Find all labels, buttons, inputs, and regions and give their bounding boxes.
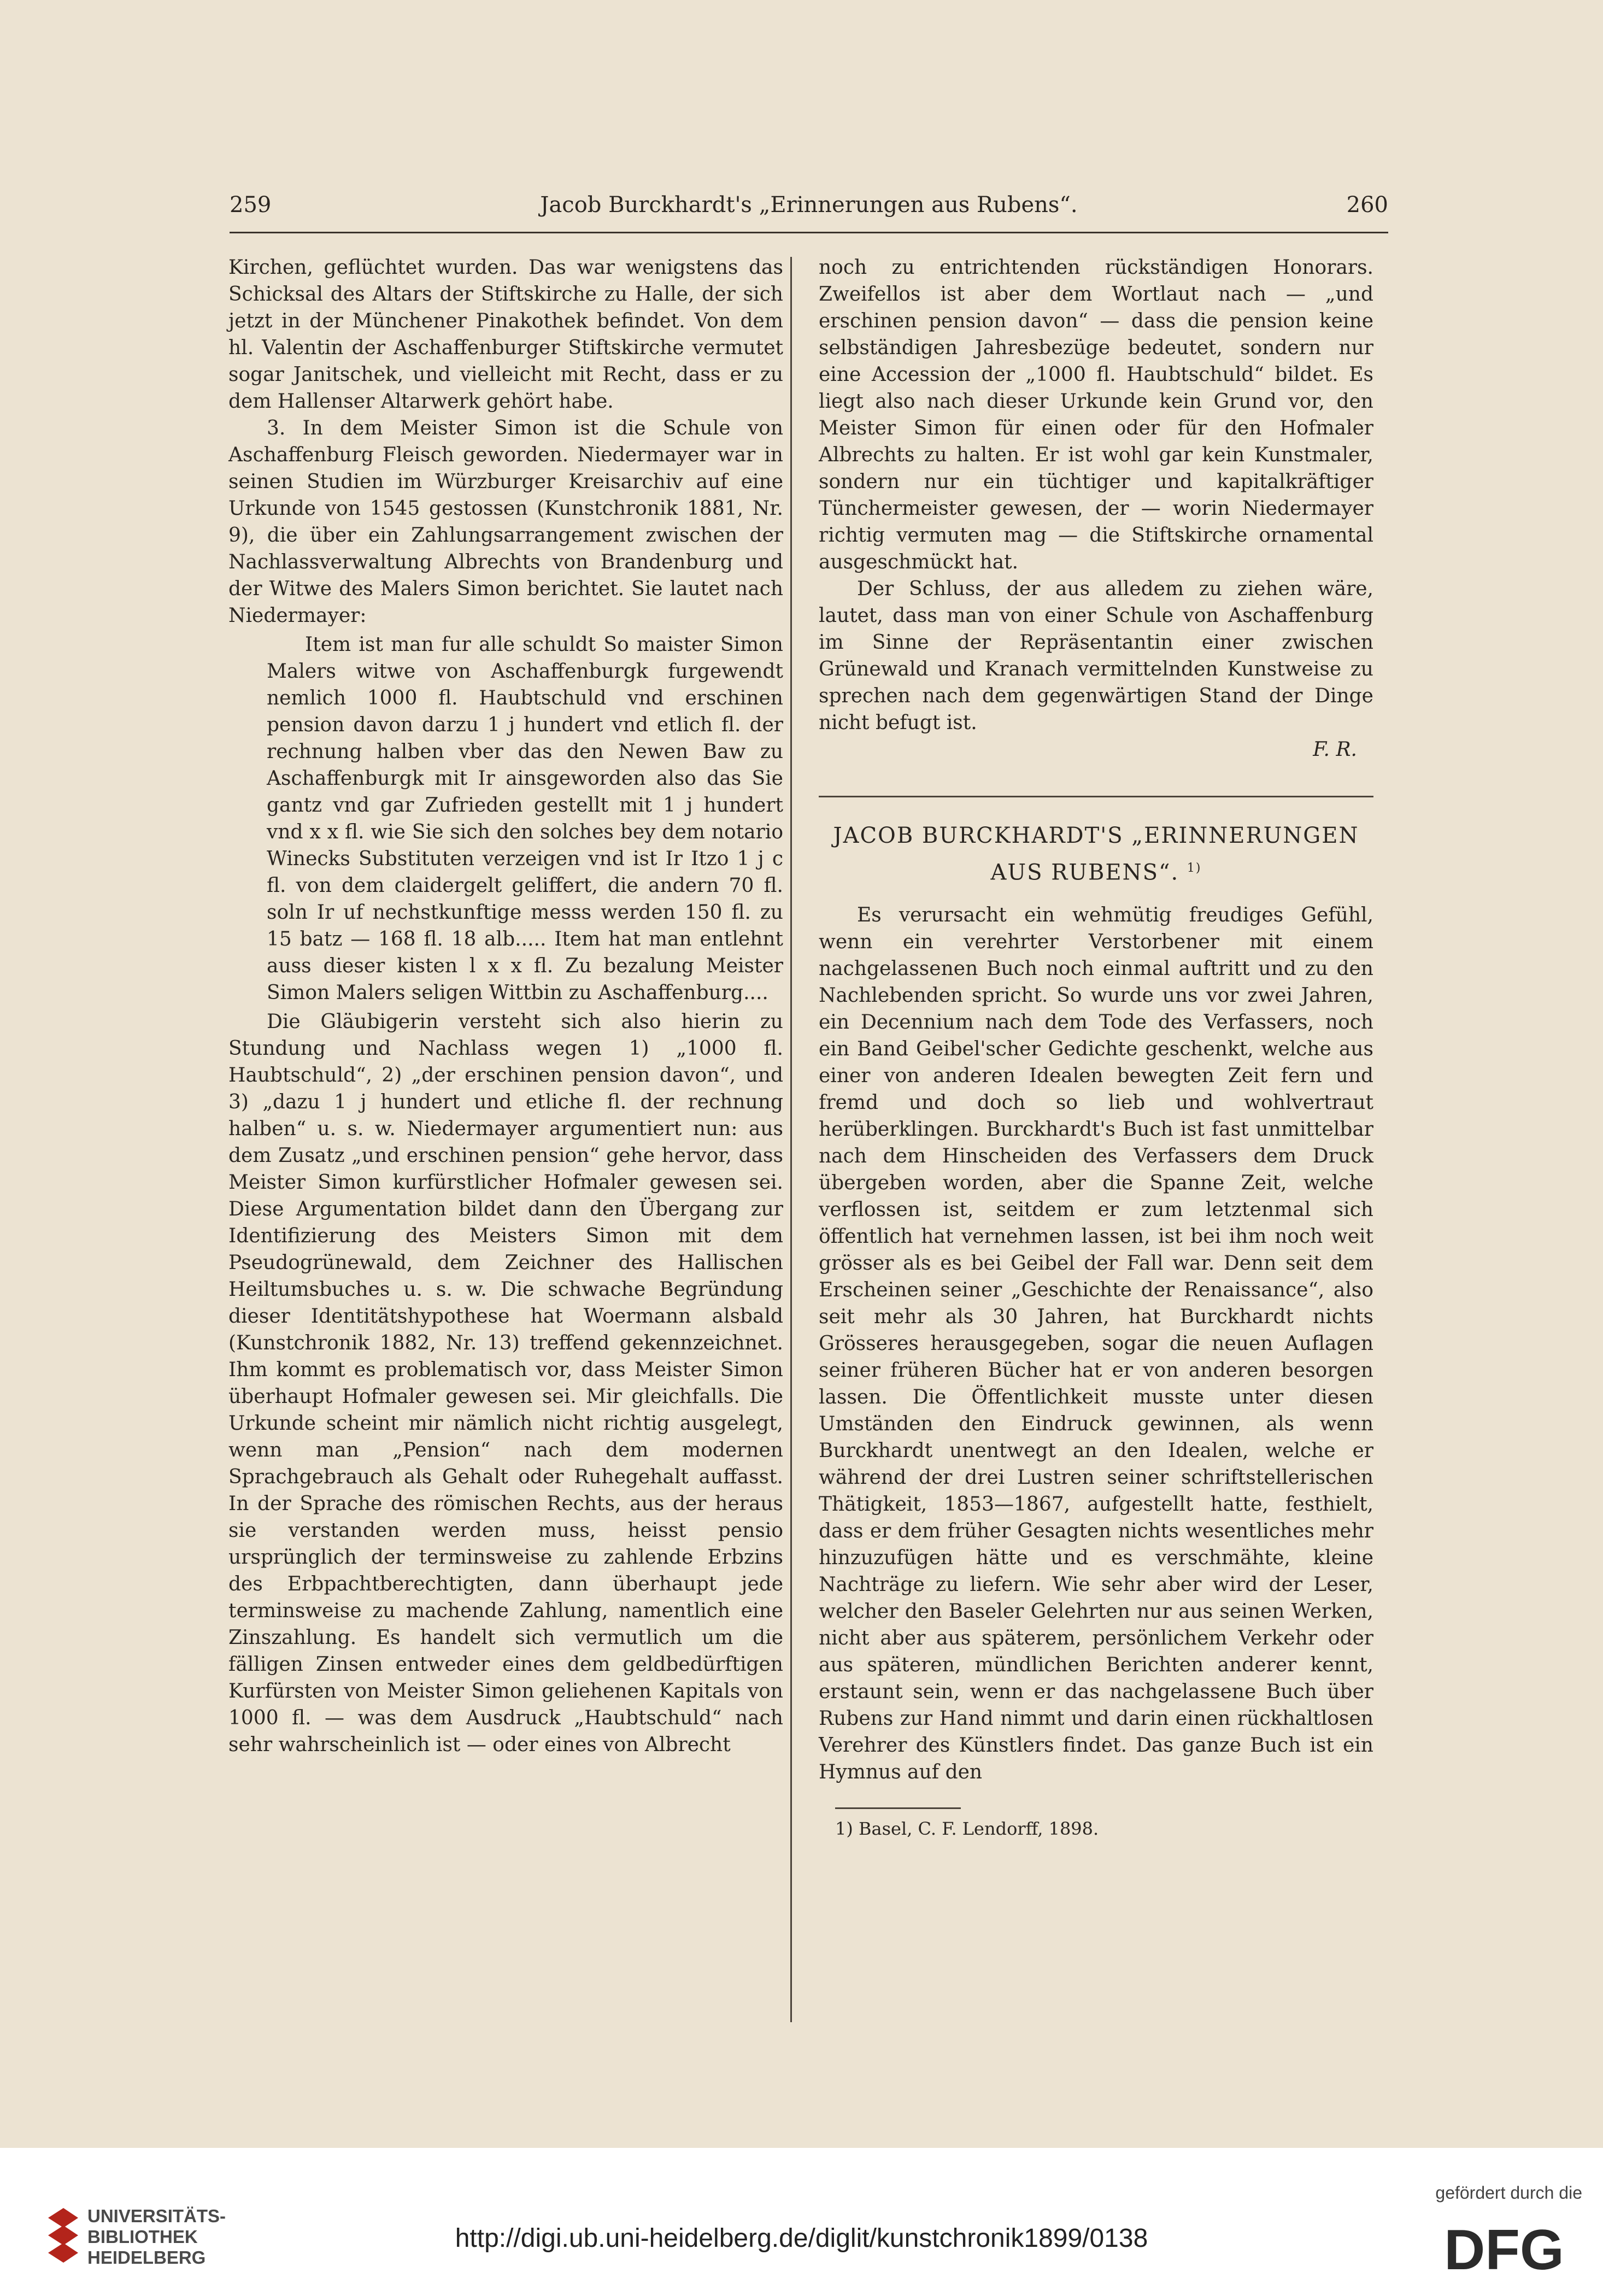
paragraph: Der Schluss, der aus alledem zu ziehen wäre, lautet, dass man von einer Schule von Aschaffenburg im Sinne der Repräsentantin einer zwischen Grünewald und Kranach vermittelnden Kunstweise zu sprechen nach dem gegenwärtigen Stand der Dinge nicht befugt ist. <box>819 578 1373 734</box>
document-quote <box>228 631 783 1006</box>
footnote-rule <box>835 1807 961 1809</box>
quote-text: Item ist man fur alle schuldt So maister Simon Malers witwe von Aschaffenburgk furgewendt nemlich 1000 fl. Haubtschuld vnd erschinen pension davon darzu 1 j hundert vnd etlich fl. der rechnung halben vber das den Newen Baw zu Aschaffenburgk mit Ir ainsgeworden also das Sie gantz vnd gar Zufrieden gestellt mit 1 j hundert vnd x x fl. wie Sie sich den solches bey dem notario Winecks Substituten verzeigen vnd ist Ir Itzo 1 j c fl. von dem claidergelt geliffert, die andern 70 fl. soln Ir uf nechstkunftige messs werden 150 fl. zu 15 batz — 168 fl. 18 alb..... Item hat man entlehnt auss dieser kisten l x x fl. Zu bezalung Meister Simon Malers seligen Wittbin zu Aschaffenburg.... <box>267 633 783 1004</box>
footer-bar <box>0 2148 1603 2296</box>
paragraph: noch zu entrichtenden rückständigen Honorars. Zweifellos ist aber dem Wortlaut nach — „und erschinen pension davon“ — dass die pension keine selbständigen Jahresbezüge bedeutet, sondern nur eine Accession der „1000 fl. Haubtschuld“ bildet. Es liegt also nach dieser Urkunde kein Grund vor, den Meister Simon für einen oder für den Hofmaler Albrechts zu halten. Er ist wohl gar kein Kunstmaler, sondern nur ein tüchtiger und kapitalkräftiger Tünchermeister gewesen, der — worin Niedermayer richtig vermuten mag — die Stiftskirche ornamental ausgeschmückt hat. <box>819 256 1373 573</box>
paragraph: Die Gläubigerin versteht sich also hierin zu Stundung und Nachlass wegen 1) „1000 fl. Haubtschuld“, 2) „der erschinen pension davon“, und 3) „dazu 1 j hundert und etliche fl. der rechnung halben“ u. s. w. Niedermayer argumentiert nun: aus dem Zusatz „und erschinen pension“ gehe hervor, dass Meister Simon kurfürstlicher Hofmaler gewesen sei. Diese Argumentation bildet dann den Übergang zur Identifizierung des Meisters Simon mit dem Pseudogrünewald, dem Zeichner des Hallischen Heiltumsbuches u. s. w. Die schwache Begründung dieser Identitätshypothese hat Woermann alsbald (Kunstchronik 1882, Nr. 13) treffend gekennzeichnet. Ihm kommt es problematisch vor, dass Meister Simon überhaupt Hofmaler gewesen sei. Mir gleichfalls. Die Urkunde scheint mir nämlich nicht richtig ausgelegt, wenn man „Pension“ nach dem modernen Sprachgebrauch als Gehalt oder Ruhegehalt auffasst. In der Sprache des römischen Rechts, aus der heraus sie verstanden werden muss, heisst pensio ursprünglich der terminsweise zu zahlende Erbzins des Erbpachtberechtigten, dann überhaupt jede terminsweise zu machende Zahlung, namentlich eine Zinszahlung. Es handelt sich vermutlich um die fälligen Zinsen entweder eines dem geldbedürftigen Kurfürsten von Meister Simon geliehenen Kapitals von 1000 fl. — was dem Ausdruck „Haubtschuld“ nach sehr wahrscheinlich ist — oder eines von Albrecht <box>228 1011 783 1756</box>
article-title <box>819 819 1373 889</box>
article-title-line1: JACOB BURCKHARDT'S „ERINNERUNGEN <box>833 823 1359 848</box>
footnote-marker: 1) <box>1187 861 1202 875</box>
left-column <box>228 254 783 1758</box>
author-initials: F. R. <box>1313 738 1357 761</box>
running-header <box>230 192 1388 231</box>
funded-by-text: gefördert durch die <box>1435 2183 1582 2203</box>
page-number-right: 260 <box>1346 192 1388 218</box>
svg-text:DFG: DFG <box>1444 2219 1564 2279</box>
paragraph: 3. In dem Meister Simon ist die Schule von Aschaffenburg Fleisch geworden. Niedermayer war in seinen Studien im Würzburger Kreisarchiv auf eine Urkunde von 1545 gestossen (Kunstchronik 1881, Nr. 9), die über ein Zahlungsarrangement zwischen der Nachlassverwaltung Albrechts von Brandenburg und der Witwe des Malers Simon berichtet. Sie lautet nach Niedermayer: <box>228 417 783 627</box>
section-rule <box>819 796 1373 797</box>
library-name: UNIVERSITÄTS- BIBLIOTHEK HEIDELBERG <box>87 2206 226 2268</box>
header-rule <box>230 232 1388 233</box>
right-column <box>819 254 1373 1841</box>
footnote: 1) Basel, C. F. Lendorff, 1898. <box>835 1818 1099 1840</box>
paragraph: Es verursacht ein wehmütig freudiges Gefühl, wenn ein verehrter Verstorbener mit einem nachgelassenen Buch noch einmal auftritt und zu den Nachlebenden spricht. So wurde uns vor zwei Jahren, ein Decennium nach dem Tode des Verfassers, noch ein Band Geibel'scher Gedichte geschenkt, welche aus einer von anderen Idealen bewegten Zeit fern und fremd und doch so lieb und wohlvertraut herüberklingen. Burckhardt's Buch ist fast unmittelbar nach dem Hinscheiden des Verfassers dem Druck übergeben worden, aber die Spanne Zeit, welche verflossen ist, seitdem er zum letztenmal sich öffentlich hat vernehmen lassen, ist bei ihm noch weit grösser als es bei Geibel der Fall war. Denn seit dem Erscheinen seiner „Geschichte der Renaissance“, also seit mehr als 30 Jahren, hat Burckhardt nichts Grösseres herausgegeben, sogar die neuen Auflagen seiner früheren Bücher hat er von anderen besorgen lassen. Die Öffentlichkeit musste unter diesen Umständen den Eindruck gewinnen, als wenn Burckhardt unentwegt an den Idealen, welche er während der drei Lustren seiner schriftstellerischen Thätigkeit, 1853—1867, aufgestellt hatte, festhielt, dass er dem früher Gesagten nichts wesentliches mehr hinzuzufügen hätte und es verschmähte, kleine Nachträge zu liefern. Wie sehr aber wird der Leser, welcher den Baseler Gelehrten nur aus seinen Werken, nicht aber aus späterem, persönlichem Verkehr oder aus späteren, mündlichen Berichten anderer kennt, erstaunt sein, wenn er das nachgelassene Buch über Rubens zur Hand nimmt und darin einen rückhaltlosen Verehrer des Künstlers findet. Das ganze Buch ist ein Hymnus auf den <box>819 904 1373 1784</box>
running-title: Jacob Burckhardt's „Erinnerungen aus Rubens“. <box>540 192 1078 218</box>
page-number-left: 259 <box>230 192 272 218</box>
column-divider <box>790 257 792 2022</box>
source-url[interactable]: http://digi.ub.uni-heidelberg.de/diglit/kunstchronik1899/0138 <box>455 2224 1148 2253</box>
paragraph: Kirchen, geflüchtet wurden. Das war wenigstens das Schicksal des Altars der Stiftskirche zu Halle, der sich jetzt in der Münchener Pinakothek befindet. Von dem hl. Valentin der Aschaffenburger Stiftskirche vermutet sogar Janitschek, und vielleicht mit Recht, dass er zu dem Hallenser Altarwerk gehört habe. <box>228 256 783 413</box>
article-title-line2: AUS RUBENS“. <box>990 860 1179 885</box>
dfg-logo-icon <box>1425 2219 1583 2279</box>
